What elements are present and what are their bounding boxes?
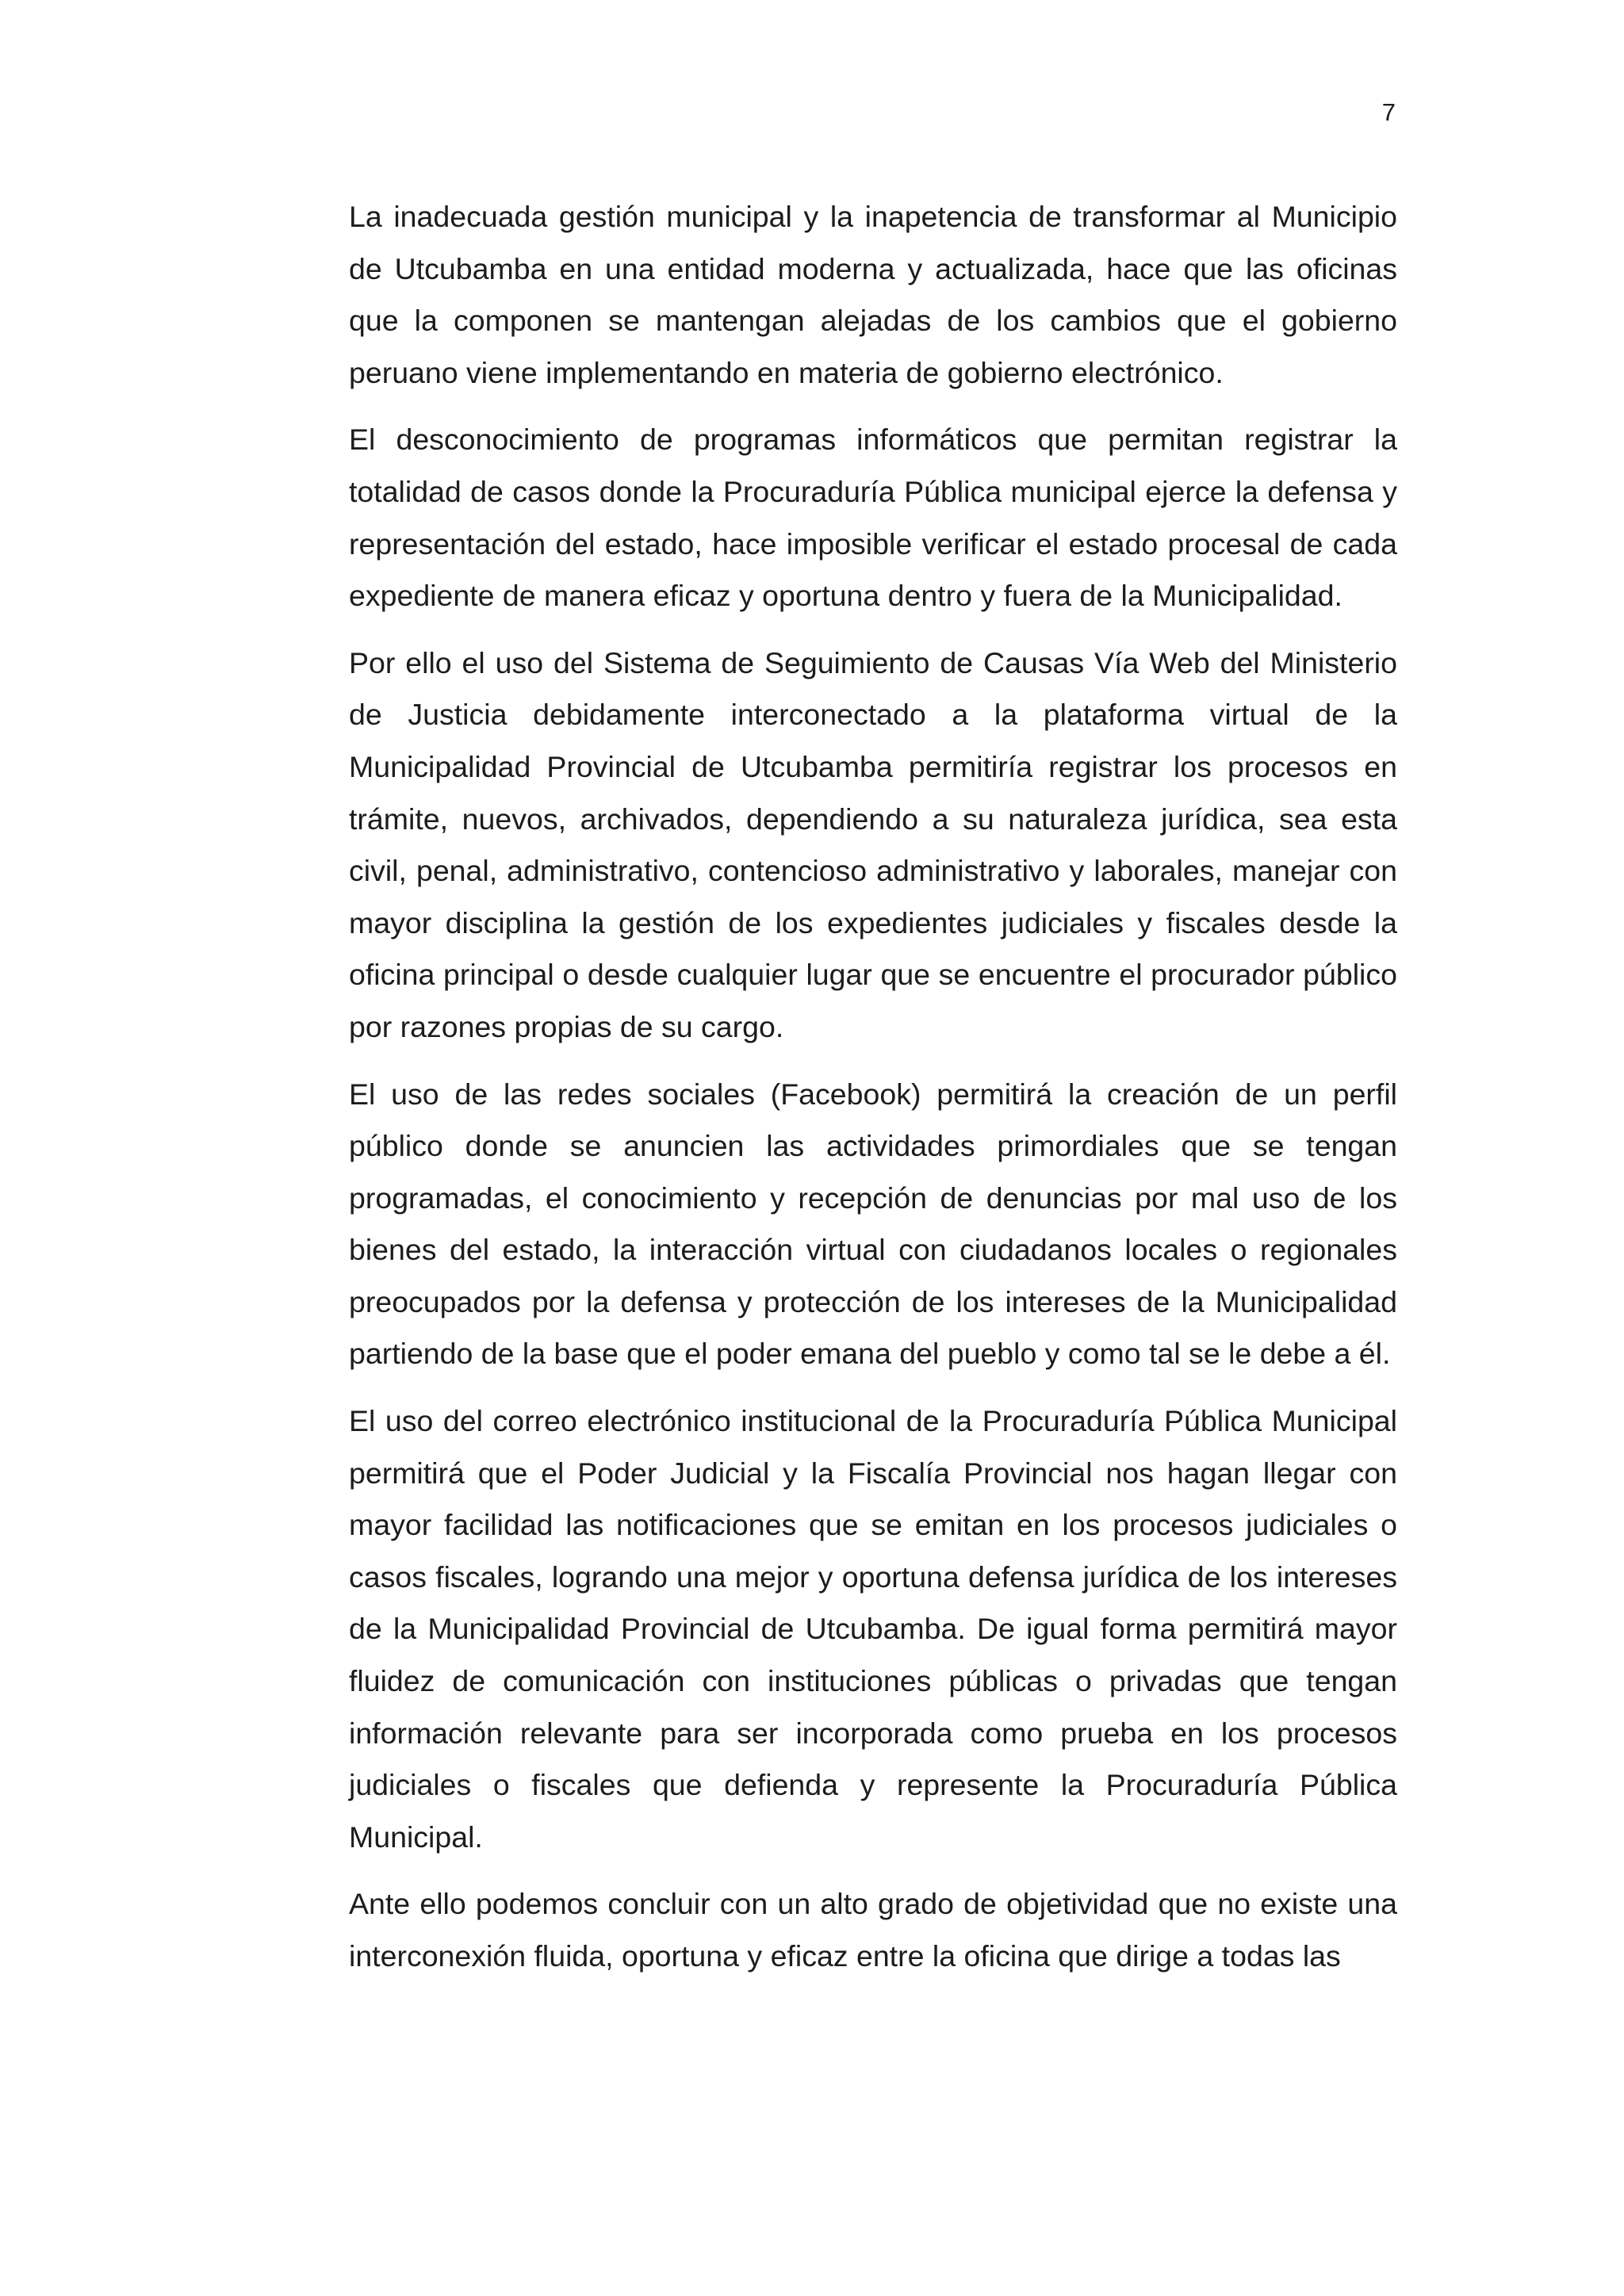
paragraph-institutional-email: El uso del correo electrónico institucional de la Procuraduría Pública Municipal permitirá que el Poder Judicial y la Fiscalía Provincial nos hagan llegar con mayor facilidad las notificaciones que se emitan en los procesos judiciales o casos fiscales, logrando una mejor y oportuna defensa jurídica de los intereses de la Municipalidad Provincial de Utcubamba. De igual forma permitirá mayor fluidez de comunicación con instituciones públicas o privadas que tengan información relevante para ser incorporada como prueba en los procesos judiciales o fiscales que defienda y represente la Procuraduría Pública Municipal.	[349, 1404, 1397, 1854]
paragraph-municipal-management: La inadecuada gestión municipal y la inapetencia de transformar al Municipio de Utcubamba en una entidad moderna y actualizada, hace que las oficinas que la componen se mantengan alejadas de los cambios que el gobierno peruano viene implementando en materia de gobierno electrónico.	[349, 200, 1397, 389]
page-body	[349, 191, 1397, 1998]
paragraph-case-tracking-system: Por ello el uso del Sistema de Seguimiento de Causas Vía Web del Ministerio de Justicia debidamente interconectado a la plataforma virtual de la Municipalidad Provincial de Utcubamba permitiría registrar los procesos en trámite, nuevos, archivados, dependiendo a su naturaleza jurídica, sea esta civil, penal, administrativo, contencioso administrativo y laborales, manejar con mayor disciplina la gestión de los expedientes judiciales y fiscales desde la oficina principal o desde cualquier lugar que se encuentre el procurador público por razones propias de su cargo.	[349, 645, 1397, 1043]
page-number: 7	[1381, 98, 1396, 126]
paragraph-conclusion: Ante ello podemos concluir con un alto grado de objetividad que no existe una interconexión fluida, oportuna y eficaz entre la oficina que dirige a todas las	[349, 1887, 1397, 1973]
paragraph-social-networks: El uso de las redes sociales (Facebook) permitirá la creación de un perfil público donde se anuncien las actividades primordiales que se tengan programadas, el conocimiento y recepción de denuncias por mal uso de los bienes del estado, la interacción virtual con ciudadanos locales o regionales preocupados por la defensa y protección de los intereses de la Municipalidad partiendo de la base que el poder emana del pueblo y como tal se le debe a él.	[349, 1077, 1397, 1371]
paragraph-software-unawareness: El desconocimiento de programas informáticos que permitan registrar la totalidad de casos donde la Procuraduría Pública municipal ejerce la defensa y representación del estado, hace imposible verificar el estado procesal de cada expediente de manera eficaz y oportuna dentro y fuera de la Municipalidad.	[349, 423, 1397, 613]
